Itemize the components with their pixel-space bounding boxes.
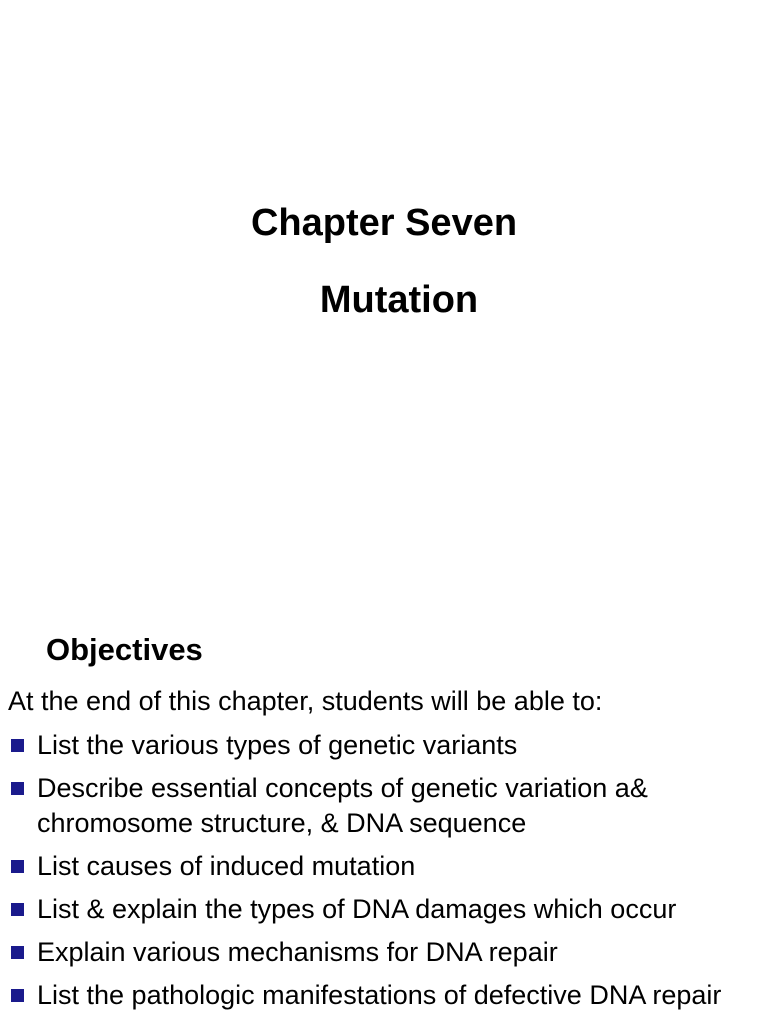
objectives-intro: At the end of this chapter, students will be able to:: [8, 686, 603, 716]
objective-item: [0, 728, 768, 763]
objective-text: Describe essential concepts of genetic variation a& chromosome structure, & DNA sequence: [37, 773, 648, 838]
objective-item: [0, 935, 768, 970]
objectives-list: [0, 728, 768, 1021]
square-bullet-icon: [11, 989, 24, 1002]
square-bullet-icon: [11, 946, 24, 959]
square-bullet-icon: [11, 860, 24, 873]
objective-item: [0, 849, 768, 884]
square-bullet-icon: [11, 903, 24, 916]
objective-text: List & explain the types of DNA damages which occur: [37, 894, 677, 924]
square-bullet-icon: [11, 739, 24, 752]
objectives-heading: Objectives: [46, 632, 203, 667]
objective-text: List the pathologic manifestations of defective DNA repair: [37, 980, 722, 1010]
objective-item: [0, 978, 768, 1013]
objective-item: [0, 892, 768, 927]
chapter-subtitle: Mutation: [319, 279, 479, 321]
square-bullet-icon: [11, 782, 24, 795]
objective-text: List causes of induced mutation: [37, 851, 416, 881]
chapter-title: Chapter Seven: [250, 202, 518, 244]
objective-text: Explain various mechanisms for DNA repair: [37, 937, 558, 967]
objective-text: List the various types of genetic variants: [37, 730, 518, 760]
objective-item: [0, 771, 768, 841]
